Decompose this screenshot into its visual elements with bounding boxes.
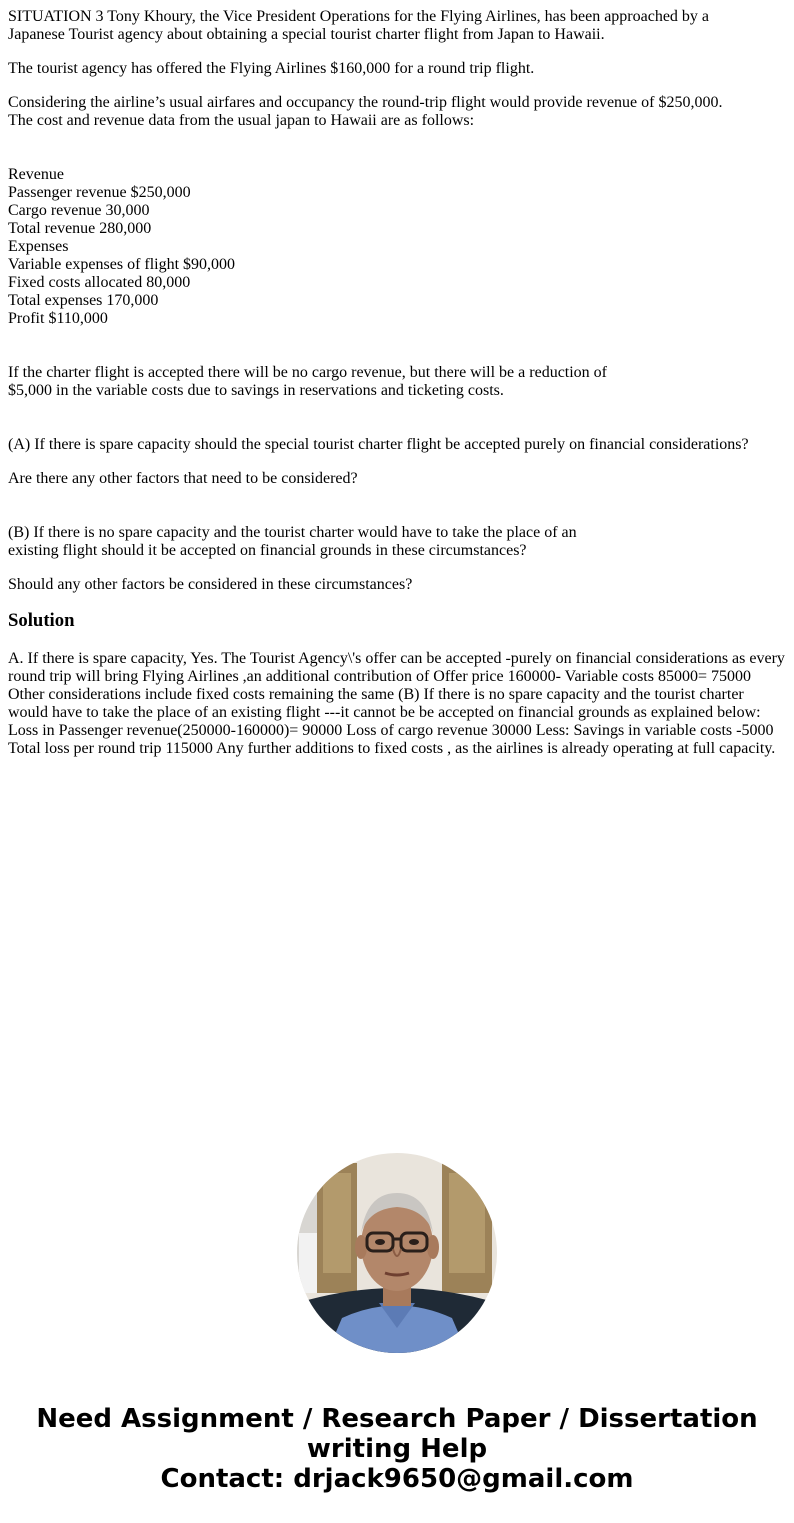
statement-line: Cargo revenue 30,000 bbox=[8, 202, 150, 219]
question-document bbox=[8, 8, 788, 758]
part-a-question: (A) If there is spare capacity should the special tourist charter flight be accepted purely on financial considerations? bbox=[8, 436, 749, 453]
solution-text bbox=[8, 650, 788, 758]
statement-line: Variable expenses of flight $90,000 bbox=[8, 256, 236, 273]
statement-line: Revenue bbox=[8, 166, 64, 183]
charter-paragraph bbox=[8, 364, 788, 400]
intro-line-2: Japanese Tourist agency about obtaining a special tourist charter flight from Japan to Hawaii. bbox=[8, 26, 605, 43]
intro-line-1: SITUATION 3 Tony Khoury, the Vice President Operations for the Flying Airlines, has been approached by a bbox=[8, 8, 710, 25]
part-b-other-factors: Should any other factors be considered in these circumstances? bbox=[8, 576, 413, 593]
offer-paragraph: The tourist agency has offered the Flying Airlines $160,000 for a round trip flight. bbox=[8, 60, 535, 77]
author-avatar bbox=[297, 1153, 497, 1353]
statement-line: Passenger revenue $250,000 bbox=[8, 184, 191, 201]
footer-line-1: Need Assignment / Research Paper / Dissertation bbox=[36, 1404, 758, 1434]
statement-line: Profit $110,000 bbox=[8, 310, 108, 327]
footer-line-2: writing Help bbox=[306, 1434, 488, 1464]
solution-heading: Solution bbox=[8, 610, 75, 631]
income-statement bbox=[8, 166, 788, 328]
solution-line: would have to take the place of an existing flight ---it cannot be be accepted on financial grounds as explained below: bbox=[8, 704, 761, 721]
statement-line: Total revenue 280,000 bbox=[8, 220, 152, 237]
solution-line: Other considerations include fixed costs remaining the same (B) If there is no spare capacity and the tourist charter bbox=[8, 686, 744, 703]
usual-line-2: The cost and revenue data from the usual japan to Hawaii are as follows: bbox=[8, 112, 475, 129]
portrait-image bbox=[297, 1153, 497, 1353]
statement-line: Fixed costs allocated 80,000 bbox=[8, 274, 191, 291]
intro-paragraph bbox=[8, 8, 788, 44]
solution-line: round trip will bring Flying Airlines ,an additional contribution of Offer price 160000- Variable costs 85000= 75000 bbox=[8, 668, 751, 685]
solution-line: Total loss per round trip 115000 Any further additions to fixed costs , as the airlines is already operating at full capacity. bbox=[8, 740, 776, 757]
statement-line: Expenses bbox=[8, 238, 69, 255]
part-b-question bbox=[8, 524, 788, 560]
footer-banner bbox=[0, 1404, 794, 1494]
solution-line: A. If there is spare capacity, Yes. The Tourist Agency\'s offer can be accepted -purely on financial considerations as every bbox=[8, 650, 785, 667]
usual-line-1: Considering the airline’s usual airfares and occupancy the round-trip flight would provide revenue of $250,000. bbox=[8, 94, 723, 111]
charter-line-1: If the charter flight is accepted there will be no cargo revenue, but there will be a reduction of bbox=[8, 364, 608, 381]
solution-line: Loss in Passenger revenue(250000-160000)= 90000 Loss of cargo revenue 30000 Less: Savings in variable costs -5000 bbox=[8, 722, 774, 739]
statement-line: Total expenses 170,000 bbox=[8, 292, 159, 309]
part-b-line-1: (B) If there is no spare capacity and the tourist charter would have to take the place of an bbox=[8, 524, 577, 541]
part-a-other-factors: Are there any other factors that need to be considered? bbox=[8, 470, 358, 487]
footer-contact: Contact: drjack9650@gmail.com bbox=[160, 1464, 634, 1494]
part-b-line-2: existing flight should it be accepted on financial grounds in these circumstances? bbox=[8, 542, 527, 559]
usual-revenue-paragraph bbox=[8, 94, 788, 130]
charter-line-2: $5,000 in the variable costs due to savings in reservations and ticketing costs. bbox=[8, 382, 504, 399]
